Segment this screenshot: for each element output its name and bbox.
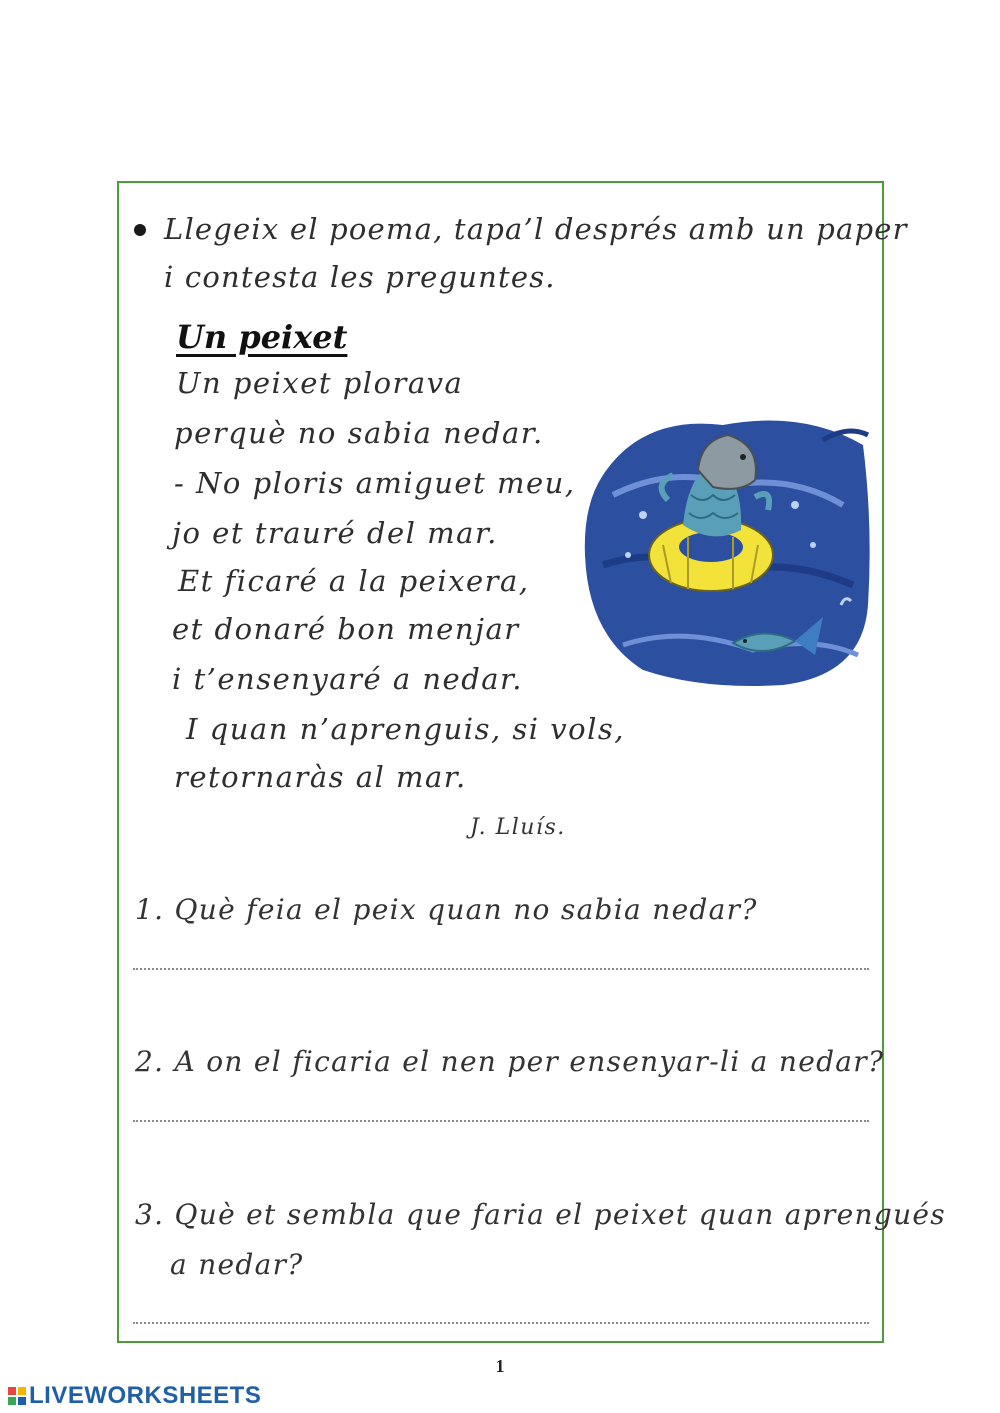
answer-line-2[interactable] [133,1120,869,1122]
question-2: 2. A on el ficaria el nen per ensenyar-li a nedar? [135,1045,885,1078]
poem-line: et donaré bon menjar [172,612,520,646]
poem-line: Un peixet plorava [176,366,464,400]
page-number: 1 [495,1356,505,1376]
instruction-line-1: Llegeix el poema, tapa’l després amb un paper [164,212,908,246]
answer-line-3[interactable] [133,1322,869,1324]
poem-line: i t’ensenyaré a nedar. [172,662,523,696]
question-3: 3. Què et sembla que faria el peixet quan aprengués [135,1198,946,1231]
brand-name: LIVEWORKSHEETS [29,1382,262,1409]
logo-grid-icon [8,1387,26,1405]
instruction-line-2: i contesta les preguntes. [164,260,556,294]
answer-line-1[interactable] [133,968,869,970]
poem-line: perquè no sabia nedar. [174,416,544,450]
liveworksheets-logo[interactable] [8,1382,261,1410]
poem-line: jo et trauré del mar. [172,516,498,550]
question-3-continuation: a nedar? [170,1248,304,1281]
poem-line: - No ploris amiguet meu, [174,466,576,500]
fish-in-swim-ring-icon [583,405,873,690]
poem-author: J. Lluís. [470,815,566,840]
poem-line: I quan n’aprenguis, si vols, [186,712,625,746]
poem-title: Un peixet [176,318,348,356]
bullet-icon [134,224,146,236]
poem-line: Et ficaré a la peixera, [178,564,530,598]
poem-line: retornaràs al mar. [174,760,467,794]
question-1: 1. Què feia el peix quan no sabia nedar? [135,893,758,926]
